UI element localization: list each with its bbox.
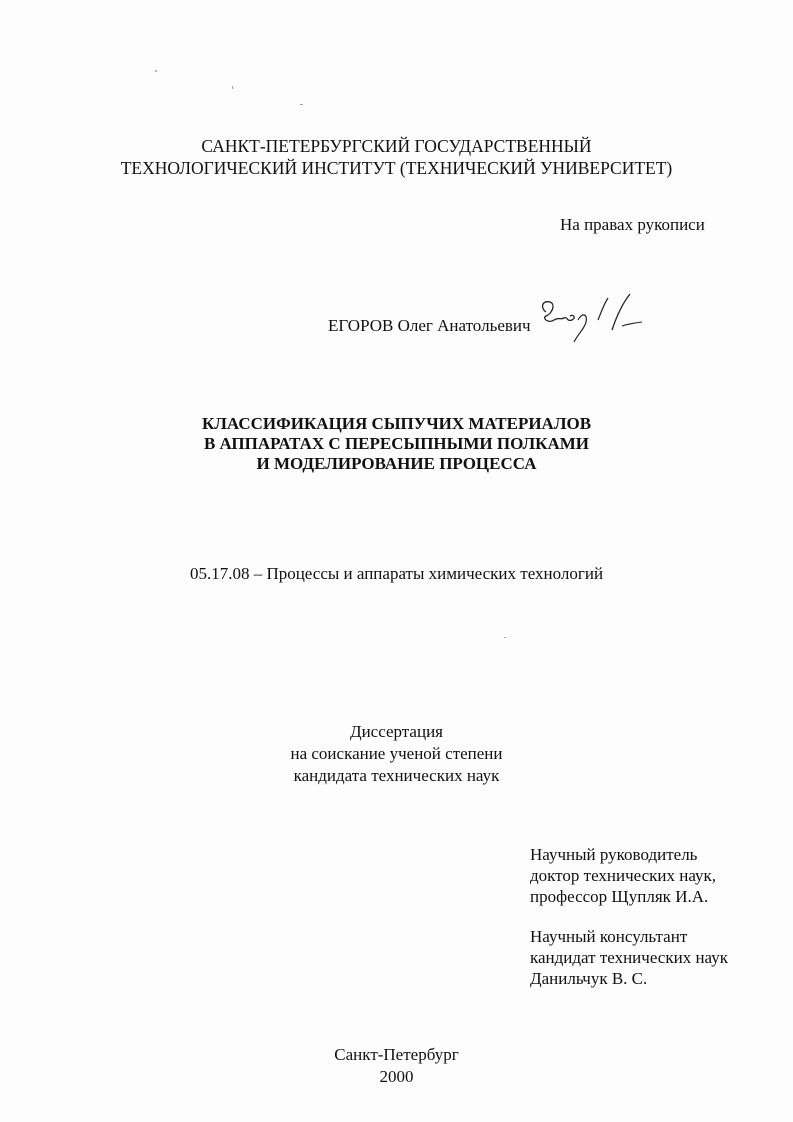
- scientific-advisor: [530, 844, 716, 907]
- author-signature: [538, 290, 648, 350]
- dissertation-title: [0, 414, 793, 474]
- scan-speck: [155, 70, 157, 72]
- footer-city: Санкт-Петербург: [334, 1045, 459, 1064]
- institution-line-2: ТЕХНОЛОГИЧЕСКИЙ ИНСТИТУТ (ТЕХНИЧЕСКИЙ УНИВЕРСИТЕТ): [120, 158, 673, 178]
- advisor-line-3: профессор Щупляк И.А.: [530, 887, 709, 906]
- advisor-line-2: доктор технических наук,: [530, 866, 717, 885]
- footer-year: 2000: [379, 1067, 414, 1086]
- title-line-1: КЛАССИФИКАЦИЯ СЫПУЧИХ МАТЕРИАЛОВ: [201, 414, 592, 433]
- scan-speck: [232, 86, 233, 89]
- scan-speck: [300, 104, 303, 105]
- consultant-line-1: Научный консультант: [530, 927, 688, 946]
- author-name: ЕГОРОВ Олег Анатольевич: [328, 316, 531, 335]
- degree-line-1: Диссертация: [349, 722, 443, 741]
- scan-speck: [504, 637, 506, 638]
- scientific-consultant: [530, 926, 728, 989]
- advisor-line-1: Научный руководитель: [530, 845, 698, 864]
- rights-note: На правах рукописи: [560, 215, 705, 234]
- degree-line-3: кандидата технических наук: [293, 766, 500, 785]
- consultant-line-2: кандидат технических наук: [530, 948, 728, 967]
- consultant-line-3: Данильчук В. С.: [530, 969, 648, 988]
- title-line-2: В АППАРАТАХ С ПЕРЕСЫПНЫМИ ПОЛКАМИ: [203, 434, 590, 453]
- institution-name: [0, 135, 793, 179]
- specialty-code: 05.17.08 – Процессы и аппараты химических технологий: [189, 564, 604, 583]
- institution-line-1: САНКТ-ПЕТЕРБУРГСКИЙ ГОСУДАРСТВЕННЫЙ: [201, 136, 592, 156]
- degree-statement: [0, 721, 793, 787]
- degree-line-2: на соискание ученой степени: [290, 744, 503, 763]
- title-line-3: И МОДЕЛИРОВАНИЕ ПРОЦЕССА: [256, 454, 537, 473]
- city-year: [0, 1044, 793, 1088]
